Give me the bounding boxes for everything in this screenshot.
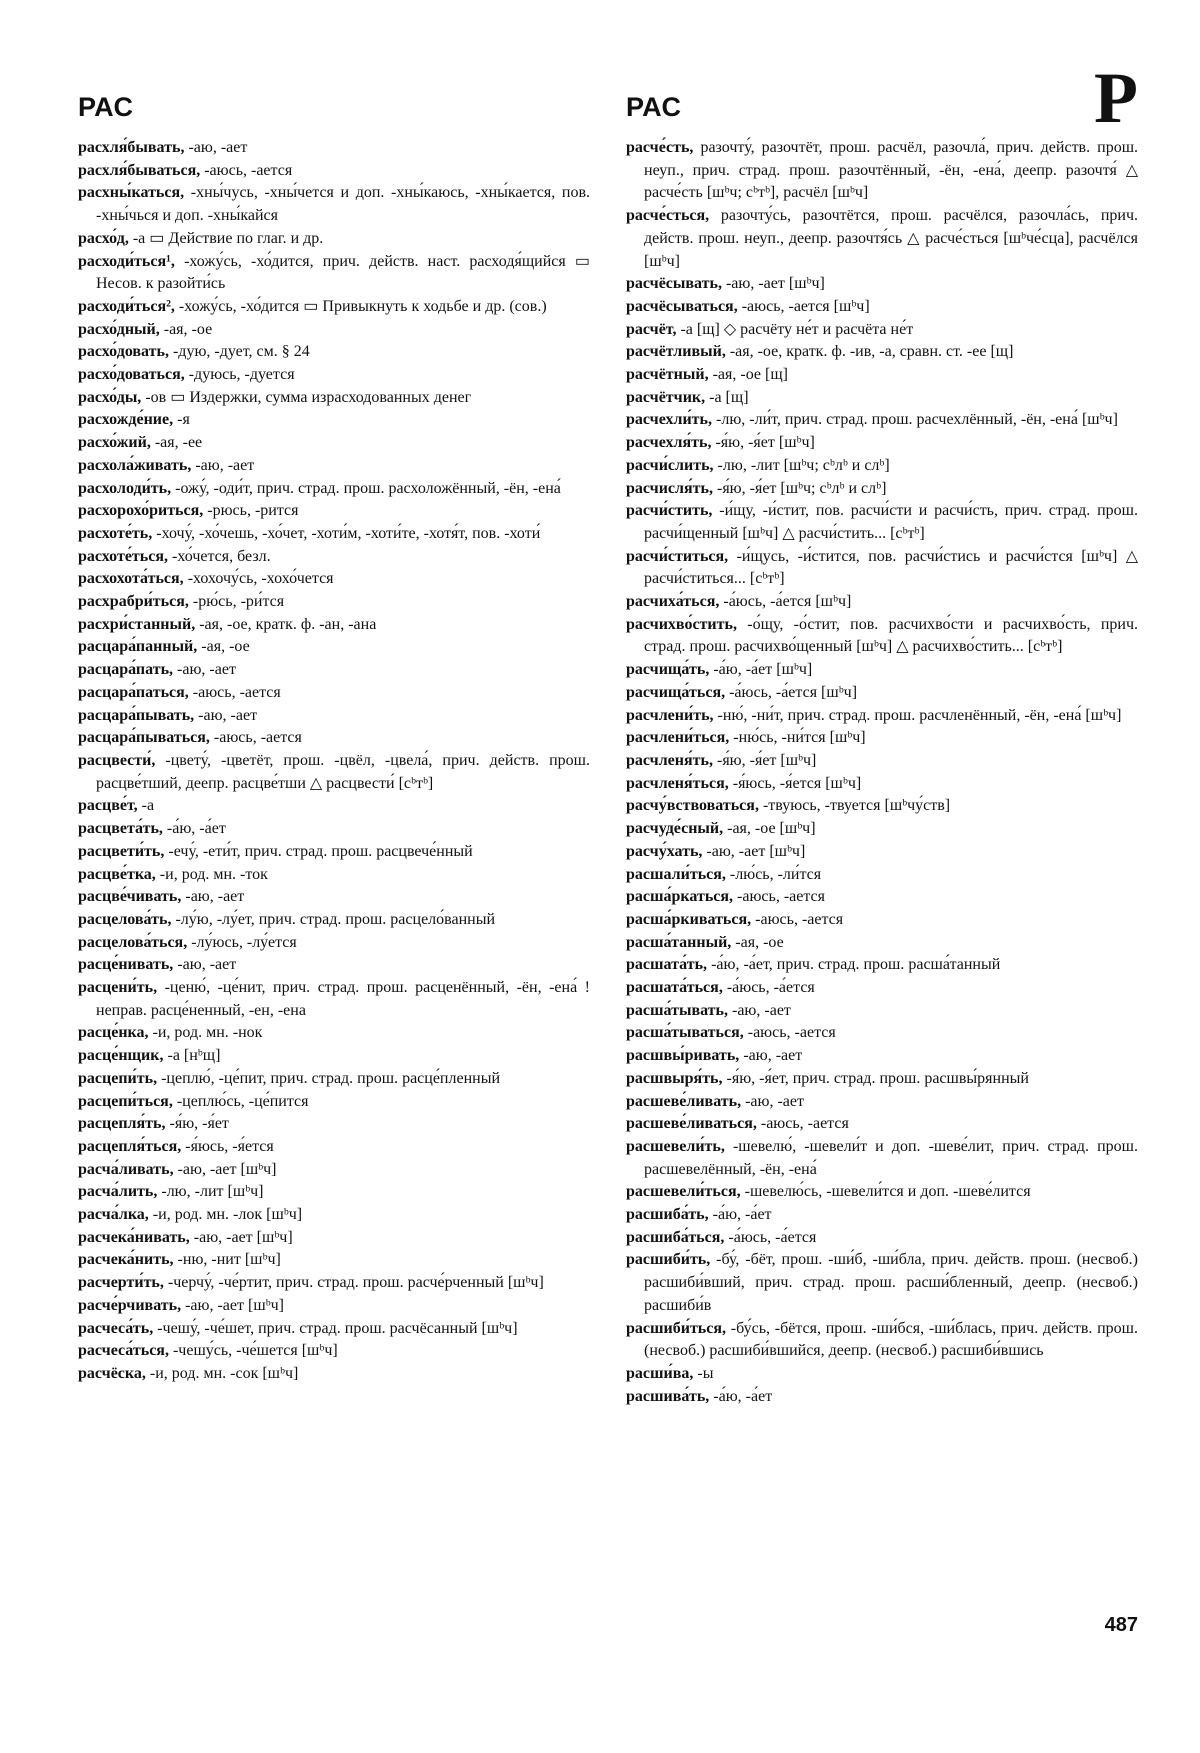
dictionary-entry xyxy=(626,773,1138,796)
entry-headword: расча́лка, xyxy=(78,1206,149,1224)
entry-forms: -чешу́, -че́шет, прич. страд. прош. расчёсанный [шᵇч] xyxy=(157,1319,518,1337)
dictionary-entry xyxy=(78,750,590,795)
entry-forms: -и, род. мн. -сок [шᵇч] xyxy=(149,1364,299,1382)
entry-headword: расшата́ть, xyxy=(626,956,708,974)
entry-headword: расце́нщик, xyxy=(78,1047,164,1065)
dictionary-entry xyxy=(78,182,590,227)
entry-headword: расцени́ть, xyxy=(78,979,158,997)
entry-forms: -цеплю́, -це́пит, прич. страд. прош. расце́пленный xyxy=(161,1069,501,1087)
entry-headword: расчётливый, xyxy=(626,343,726,361)
dictionary-entry xyxy=(626,1363,1138,1386)
entry-forms: -а́юсь, -а́ется [шᵇч] xyxy=(729,683,858,701)
dictionary-entry xyxy=(626,409,1138,432)
entry-headword: расшиба́ться, xyxy=(626,1228,725,1246)
dictionary-entry xyxy=(78,409,590,432)
entry-forms: -а́ю, -а́ет xyxy=(713,1387,773,1405)
entry-headword: расцелова́ть, xyxy=(78,910,172,928)
entry-forms: -аю, -ает xyxy=(732,1001,791,1019)
dictionary-entry xyxy=(78,478,590,501)
entry-forms: -аюсь, -ается [шᵇч] xyxy=(741,297,870,315)
entry-forms: -аю, -ает [шᵇч] xyxy=(185,1296,284,1314)
entry-headword: расходи́ться², xyxy=(78,297,175,315)
dictionary-entry xyxy=(78,682,590,705)
dictionary-entry xyxy=(626,1249,1138,1317)
entry-forms: -аю, -ает xyxy=(185,888,245,906)
dictionary-entry xyxy=(78,1204,590,1227)
entry-headword: расцвети́ть, xyxy=(78,842,165,860)
entry-forms: -хожу́сь, -хо́дится, прич. действ. наст. расходя́щийся ▭ Несов. к разойти́сь xyxy=(96,252,590,293)
entry-forms: -а [щ] ◇ расчёту не́т и расчёта не́т xyxy=(680,320,914,338)
entry-forms: -я xyxy=(177,411,190,429)
entry-headword: расчленя́ться, xyxy=(626,774,729,792)
entry-forms: -хо́чется, безл. xyxy=(172,547,271,565)
entry-forms: -аю, -ает [шᵇч] xyxy=(193,1228,293,1246)
entry-forms: -ая, -ое [щ] xyxy=(712,366,788,384)
dictionary-entry xyxy=(626,455,1138,478)
entry-headword: расцве́чивать, xyxy=(78,888,182,906)
dictionary-entry xyxy=(78,932,590,955)
dictionary-entry xyxy=(78,251,590,296)
dictionary-entry xyxy=(626,432,1138,455)
entry-headword: расце́нка, xyxy=(78,1024,149,1042)
dictionary-entry xyxy=(626,273,1138,296)
entry-forms: -хочу́, -хо́чешь, -хо́чет, -хоти́м, -хоти́те, -хотя́т, пов. -хоти́ xyxy=(156,524,541,542)
dictionary-entry xyxy=(78,500,590,523)
dictionary-entry xyxy=(78,387,590,410)
entry-forms: -ы xyxy=(697,1364,714,1382)
dictionary-entry xyxy=(78,228,590,251)
entry-forms: -ню, -нит [шᵇч] xyxy=(177,1251,281,1269)
entry-headword: расшеве́ливать, xyxy=(626,1092,742,1110)
dictionary-entry xyxy=(78,296,590,319)
entry-forms: -дую, -дует, см. § 24 xyxy=(172,343,310,361)
entry-forms: -черчу́, -че́ртит, прич. страд. прош. расче́рченный [шᵇч] xyxy=(167,1274,544,1292)
entry-headword: расчека́нивать, xyxy=(78,1228,190,1246)
entry-forms: -а́юсь, -а́ется xyxy=(726,979,815,997)
dictionary-entry xyxy=(626,614,1138,659)
entry-forms: -я́юсь, -я́ется [шᵇч] xyxy=(732,774,862,792)
entry-headword: расхо́ды, xyxy=(78,388,142,406)
entry-forms: -хны́чусь, -хны́чется и доп. -хны́каюсь, -хны́кается, пов. -хны́чься и доп. -хны́кайся xyxy=(96,184,591,225)
entry-forms: -я́юсь, -я́ется xyxy=(185,1137,274,1155)
entry-headword: расцелова́ться, xyxy=(78,933,188,951)
dictionary-entry xyxy=(78,1159,590,1182)
dictionary-entry xyxy=(626,364,1138,387)
dictionary-entry xyxy=(626,1181,1138,1204)
dictionary-entry xyxy=(626,205,1138,273)
running-head-right: РАС xyxy=(626,92,682,122)
entry-headword: расходи́ться¹, xyxy=(78,252,175,270)
entry-headword: расчи́ститься, xyxy=(626,547,729,565)
dictionary-entry xyxy=(78,568,590,591)
entry-headword: расчётчик, xyxy=(626,388,706,406)
dictionary-entry xyxy=(626,841,1138,864)
dictionary-entry xyxy=(78,1227,590,1250)
dictionary-entry xyxy=(626,1227,1138,1250)
entry-forms: -цвету́, -цветёт, прош. -цвёл, -цвела́, прич. действ. прош. расцве́тший, деепр. расцве́тши △ расцвести́ [сᵇтᵇ] xyxy=(96,751,590,792)
dictionary-entry xyxy=(78,1249,590,1272)
entry-headword: расшата́ться, xyxy=(626,979,723,997)
dictionary-entry xyxy=(78,614,590,637)
entry-forms: -а [щ] xyxy=(709,388,749,406)
entry-forms: -рю́сь, -ри́тся xyxy=(192,593,285,611)
entry-headword: расхо́дный, xyxy=(78,320,160,338)
entry-headword: расцвета́ть, xyxy=(78,820,163,838)
entry-headword: расцепи́ть, xyxy=(78,1069,158,1087)
entry-headword: расхри́станный, xyxy=(78,615,196,633)
dictionary-entry xyxy=(626,909,1138,932)
entry-headword: расцепля́ть, xyxy=(78,1115,166,1133)
dictionary-entry xyxy=(78,886,590,909)
entry-headword: расшвы́ривать, xyxy=(626,1047,740,1065)
entry-forms: -ая, -ое xyxy=(735,933,784,951)
dictionary-entry xyxy=(78,1091,590,1114)
dictionary-entry xyxy=(78,841,590,864)
entry-forms: -а [нᵇщ] xyxy=(167,1047,221,1065)
entry-headword: расшиби́ть, xyxy=(626,1251,711,1269)
entry-headword: расчисля́ть, xyxy=(626,479,713,497)
entry-headword: расцара́пывать, xyxy=(78,706,195,724)
entry-headword: расчуде́сный, xyxy=(626,820,724,838)
dictionary-entry xyxy=(78,1181,590,1204)
entry-forms: -аюсь, -ается xyxy=(737,888,826,906)
dictionary-entry xyxy=(78,977,590,1022)
entry-headword: расшевели́ться, xyxy=(626,1183,741,1201)
entry-forms: -аю, -ает [шᵇч] xyxy=(706,842,806,860)
dictionary-entry xyxy=(626,682,1138,705)
entry-forms: -я́ю, -я́ет, прич. страд. прош. расшвы́рянный xyxy=(726,1069,1029,1087)
entry-headword: расче́сть, xyxy=(626,139,694,156)
entry-headword: расчлени́ть, xyxy=(626,706,714,724)
entry-forms: -шевелю́сь, -шевели́тся и доп. -шеве́лится xyxy=(744,1183,1031,1201)
dictionary-entry xyxy=(78,1318,590,1341)
left-column xyxy=(78,137,590,1386)
dictionary-entry xyxy=(626,546,1138,591)
entry-headword: расхоте́ться, xyxy=(78,547,169,565)
entry-forms: -а́ю, -а́ет xyxy=(712,1206,772,1224)
entry-forms: -аю, -ает xyxy=(745,1092,804,1110)
dictionary-entry xyxy=(626,319,1138,342)
dictionary-entry xyxy=(626,750,1138,773)
dictionary-entry xyxy=(626,296,1138,319)
entry-headword: расцве́тка, xyxy=(78,865,156,883)
entry-forms: -ая, -ое xyxy=(201,638,250,656)
entry-forms: -лю, -лит [шᵇч] xyxy=(161,1183,264,1201)
entry-forms: -я́ю, -я́ет [шᵇч] xyxy=(715,434,815,452)
entry-forms: -а́ю, -а́ет, прич. страд. прош. расша́танный xyxy=(711,956,1001,974)
dictionary-entry xyxy=(626,659,1138,682)
entry-headword: расши́ва, xyxy=(626,1364,694,1382)
entry-headword: расцара́пать, xyxy=(78,661,174,679)
entry-forms: -а ▭ Действие по глаг. и др. xyxy=(132,229,324,247)
entry-headword: расцара́паться, xyxy=(78,683,189,701)
entry-forms: -ечу́, -ети́т, прич. страд. прош. расцвече́нный xyxy=(168,842,473,860)
entry-forms: -ню́сь, -ни́тся [шᵇч] xyxy=(733,729,866,747)
entry-headword: расчи́стить, xyxy=(626,502,713,520)
dictionary-entry xyxy=(626,591,1138,614)
entry-forms: -хожу́сь, -хо́дится ▭ Привыкнуть к ходьбе и др. (сов.) xyxy=(178,297,547,315)
entry-headword: расша́ркиваться, xyxy=(626,910,752,928)
entry-headword: расче́сться, xyxy=(626,207,710,225)
entry-headword: расча́лить, xyxy=(78,1183,158,1201)
dictionary-entry xyxy=(78,160,590,183)
entry-headword: расшива́ть, xyxy=(626,1387,710,1405)
dictionary-entry xyxy=(78,954,590,977)
entry-forms: -аю, -ает [шᵇч] xyxy=(725,275,825,293)
entry-forms: разочту́, разочтёт, прош. расчёл, разочла́, прич. действ. прош. неуп., прич. страд. прош. разочтённый, -ён, -ена́, деепр. разочтя́ △ расче́сть [шᵇч; сᵇтᵇ], расчёл [шᵇч] xyxy=(644,139,1139,202)
entry-headword: расхо́жий, xyxy=(78,434,151,452)
dictionary-entry xyxy=(626,1136,1138,1181)
entry-forms: -чешу́сь, -че́шется [шᵇч] xyxy=(172,1342,338,1360)
entry-forms: -цеплю́сь, -це́пится xyxy=(176,1092,309,1110)
entry-forms: -ов ▭ Издержки, сумма израсходованных денег xyxy=(145,388,472,406)
entry-headword: расхо́д, xyxy=(78,229,129,247)
dictionary-entry xyxy=(78,727,590,750)
section-letter: Р xyxy=(1094,58,1138,138)
entry-forms: -аюсь, -ается xyxy=(192,683,281,701)
entry-headword: расхоте́ть, xyxy=(78,524,153,542)
entry-headword: расхорохо́риться, xyxy=(78,502,204,520)
dictionary-entry xyxy=(626,1045,1138,1068)
entry-forms: -и, род. мн. -лок [шᵇч] xyxy=(152,1206,303,1224)
entry-forms: -хохочу́сь, -хохо́чется xyxy=(187,570,334,588)
entry-forms: -ню́, -ни́т, прич. страд. прош. расчленённый, -ён, -ена́ [шᵇч] xyxy=(717,706,1122,724)
entry-forms: -я́ю, -я́ет [шᵇч; сᵇлᵇ и слᵇ] xyxy=(716,479,887,497)
entry-forms: -аю, -ает xyxy=(188,139,248,156)
entry-forms: -аю, -ает xyxy=(198,706,258,724)
entry-forms: -а́ю, -а́ет [шᵇч] xyxy=(713,661,813,679)
dictionary-entry xyxy=(626,500,1138,545)
entry-headword: расцепи́ться, xyxy=(78,1092,173,1110)
entry-forms: -рюсь, -рится xyxy=(207,502,299,520)
dictionary-entry xyxy=(626,705,1138,728)
dictionary-entry xyxy=(626,795,1138,818)
entry-forms: -ая, -ое [шᵇч] xyxy=(727,820,816,838)
entry-headword: расшвыря́ть, xyxy=(626,1069,723,1087)
entry-headword: расчехля́ть, xyxy=(626,434,712,452)
entry-headword: расчиха́ться, xyxy=(626,593,720,611)
entry-forms: -аю, -ает xyxy=(195,456,255,474)
entry-forms: -аю, -ает xyxy=(177,956,237,974)
entry-forms: -а xyxy=(141,797,155,815)
entry-forms: -лю́сь, -ли́тся xyxy=(729,865,822,883)
entry-headword: расцвести́, xyxy=(78,751,156,769)
entry-forms: -аю, -ает [шᵇч] xyxy=(177,1160,277,1178)
entry-forms: -и́щусь, -и́стится, пов. расчи́стись и расчи́стся [шᵇч] △ расчи́ститься... [сᵇтᵇ] xyxy=(644,547,1138,588)
entry-forms: -и́щу, -и́стит, пов. расчи́сти и расчи́сть, прич. страд. прош. расчи́щенный [шᵇч] △ расчи́стить... [сᵇтᵇ] xyxy=(644,502,1139,542)
entry-headword: расче́рчивать, xyxy=(78,1296,182,1314)
entry-headword: расчленя́ть, xyxy=(626,751,713,769)
entry-forms: -аюсь, -ается xyxy=(747,1024,836,1042)
dictionary-entry xyxy=(626,1068,1138,1091)
entry-headword: расчётный, xyxy=(626,366,709,384)
entry-forms: -а́юсь, -а́ется xyxy=(728,1228,817,1246)
entry-headword: расша́тывать, xyxy=(626,1001,728,1019)
dictionary-entry xyxy=(626,818,1138,841)
entry-forms: -твуюсь, -твуется [шᵇчу́ств] xyxy=(762,797,951,815)
dictionary-entry xyxy=(78,455,590,478)
dictionary-entry xyxy=(626,864,1138,887)
dictionary-entry xyxy=(626,954,1138,977)
entry-headword: расчеса́ться, xyxy=(78,1342,169,1360)
dictionary-entry xyxy=(78,1340,590,1363)
entry-headword: расчерти́ть, xyxy=(78,1274,164,1292)
entry-forms: -аюсь, -ается xyxy=(204,161,293,179)
entry-forms: -лу́ю, -лу́ет, прич. страд. прош. расцело́ванный xyxy=(175,910,496,928)
entry-headword: расча́ливать, xyxy=(78,1160,174,1178)
dictionary-entry xyxy=(78,1272,590,1295)
entry-headword: расхны́каться, xyxy=(78,184,185,202)
entry-forms: -и, род. мн. -ток xyxy=(159,865,268,883)
entry-forms: -дуюсь, -дуется xyxy=(188,366,295,384)
entry-forms: -шевелю́, -шевели́т и доп. -шеве́лит, прич. страд. прош. расшевелённый, -ён, -ена́ xyxy=(644,1137,1139,1178)
entry-headword: расцве́т, xyxy=(78,797,138,815)
entry-headword: расшали́ться, xyxy=(626,865,726,883)
dictionary-entry xyxy=(78,137,590,160)
dictionary-entry xyxy=(78,364,590,387)
dictionary-entry xyxy=(626,1204,1138,1227)
entry-forms: -аю, -ает xyxy=(743,1047,803,1065)
dictionary-entry xyxy=(78,1022,590,1045)
entry-headword: расхохота́ться, xyxy=(78,570,184,588)
dictionary-entry xyxy=(78,1068,590,1091)
entry-headword: расхля́бываться, xyxy=(78,161,201,179)
entry-headword: расцепля́ться, xyxy=(78,1137,182,1155)
dictionary-entry xyxy=(78,1295,590,1318)
dictionary-entry xyxy=(78,818,590,841)
entry-forms: -лю, -ли́т, прич. страд. прош. расчехлённый, -ён, -ена́ [шᵇч] xyxy=(716,411,1118,429)
entry-forms: -ая, -ое, кратк. ф. -ан, -ана xyxy=(199,615,377,633)
entry-headword: расчёсывать, xyxy=(626,275,722,293)
entry-headword: расхо́доваться, xyxy=(78,366,185,384)
entry-forms: -а́юсь, -а́ется [шᵇч] xyxy=(723,593,852,611)
dictionary-entry xyxy=(78,909,590,932)
dictionary-entry xyxy=(626,341,1138,364)
dictionary-entry xyxy=(78,319,590,342)
dictionary-entry xyxy=(78,659,590,682)
dictionary-entry xyxy=(78,341,590,364)
entry-headword: расшеве́ливаться, xyxy=(626,1115,757,1133)
entry-headword: расчеса́ть, xyxy=(78,1319,154,1337)
dictionary-entry xyxy=(626,1022,1138,1045)
entry-headword: расцара́панный, xyxy=(78,638,198,656)
entry-headword: расчи́слить, xyxy=(626,456,714,474)
entry-headword: расша́тываться, xyxy=(626,1024,744,1042)
entry-forms: -и, род. мн. -нок xyxy=(152,1024,263,1042)
entry-headword: расшиби́ться, xyxy=(626,1319,727,1337)
dictionary-entry xyxy=(78,1136,590,1159)
entry-headword: расчища́ться, xyxy=(626,683,726,701)
entry-forms: -ая, -ее xyxy=(154,434,203,452)
dictionary-entry xyxy=(626,1386,1138,1409)
entry-headword: расхолоди́ть, xyxy=(78,479,172,497)
entry-headword: расчёсываться, xyxy=(626,297,738,315)
entry-forms: -аюсь, -ается xyxy=(755,910,844,928)
dictionary-entry xyxy=(78,864,590,887)
entry-headword: расчёт, xyxy=(626,320,677,338)
entry-headword: расхо́довать, xyxy=(78,343,169,361)
entry-headword: расхола́живать, xyxy=(78,456,192,474)
entry-forms: -лю, -лит [шᵇч; сᵇлᵇ и слᵇ] xyxy=(717,456,890,474)
dictionary-entry xyxy=(78,591,590,614)
entry-forms: -ая, -ое xyxy=(163,320,213,338)
entry-headword: расша́ркаться, xyxy=(626,888,734,906)
dictionary-entry xyxy=(78,1113,590,1136)
entry-headword: расшиба́ть, xyxy=(626,1206,709,1224)
entry-headword: расчёска, xyxy=(78,1364,146,1382)
entry-headword: расчека́нить, xyxy=(78,1251,174,1269)
entry-forms: -я́ю, -я́ет xyxy=(169,1115,229,1133)
entry-forms: -аюсь, -ается xyxy=(760,1115,849,1133)
dictionary-entry xyxy=(626,1318,1138,1363)
dictionary-entry xyxy=(626,478,1138,501)
dictionary-entry xyxy=(626,1091,1138,1114)
entry-forms: -бу́, -бёт, прош. -ши́б, -ши́бла, прич. действ. прош. (несвоб.) расшиби́вший, прич. страд. прош. расши́бленный, деепр. (несвоб.) расшиби́в xyxy=(644,1251,1139,1314)
entry-forms: -лу́юсь, -лу́ется xyxy=(191,933,297,951)
dictionary-entry xyxy=(626,977,1138,1000)
entry-headword: расхля́бывать, xyxy=(78,139,185,156)
dictionary-entry xyxy=(78,432,590,455)
entry-headword: расхрабри́ться, xyxy=(78,593,189,611)
dictionary-entry xyxy=(626,932,1138,955)
entry-forms: -ожу́, -оди́т, прич. страд. прош. расхоложённый, -ён, -ена́ xyxy=(175,479,561,497)
entry-forms: -аю, -ает xyxy=(177,661,236,679)
dictionary-entry xyxy=(78,1045,590,1068)
entry-headword: расце́нивать, xyxy=(78,956,174,974)
right-column xyxy=(626,137,1138,1408)
entry-headword: расчу́хать, xyxy=(626,842,703,860)
entry-headword: расчища́ть, xyxy=(626,661,710,679)
page-number: 487 xyxy=(1104,1614,1138,1636)
dictionary-entry xyxy=(78,705,590,728)
running-head-left: РАС xyxy=(78,92,134,122)
entry-headword: расчихво́стить, xyxy=(626,615,737,633)
dictionary-entry xyxy=(626,1000,1138,1023)
entry-forms: -аюсь, -ается xyxy=(213,729,302,747)
dictionary-entry xyxy=(78,1363,590,1386)
dictionary-entry xyxy=(626,137,1138,205)
entry-forms: -а́ю, -а́ет xyxy=(166,820,226,838)
dictionary-entry xyxy=(78,795,590,818)
entry-headword: расхожде́ние, xyxy=(78,411,174,429)
dictionary-entry xyxy=(626,886,1138,909)
dictionary-entry xyxy=(626,727,1138,750)
dictionary-entry xyxy=(78,523,590,546)
dictionary-entry xyxy=(626,1113,1138,1136)
dictionary-entry xyxy=(78,546,590,569)
entry-headword: расшевели́ть, xyxy=(626,1137,725,1155)
entry-headword: расчехли́ть, xyxy=(626,411,712,429)
dictionary-entry xyxy=(78,636,590,659)
entry-forms: -о́щу, -о́стит, пов. расчихво́сти и расчихво́сть, прич. страд. прош. расчихво́щенный [шᵇч] △ расчихво́стить... [сᵇтᵇ] xyxy=(644,615,1138,656)
entry-headword: расша́танный, xyxy=(626,933,732,951)
entry-forms: -бу́сь, -бётся, прош. -ши́бся, -ши́блась, прич. действ. прош. (несвоб.) расшиби́вшийся, деепр. (несвоб.) расшиби́вшись xyxy=(644,1319,1138,1360)
dictionary-entry xyxy=(626,387,1138,410)
entry-forms: -я́ю, -я́ет [шᵇч] xyxy=(716,751,817,769)
entry-headword: расчу́вствоваться, xyxy=(626,797,759,815)
entry-forms: разочту́сь, разочтётся, прош. расчёлся, разочла́сь, прич. действ. прош. неуп., деепр. разочтя́сь △ расче́сться [шᵇче́сца], расчёлся [шᵇч] xyxy=(644,207,1138,270)
entry-headword: расчлени́ться, xyxy=(626,729,730,747)
entry-forms: -ая, -ое, кратк. ф. -ив, -а, сравн. ст. -ее [щ] xyxy=(729,343,1014,361)
entry-forms: -ценю́, -це́нит, прич. страд. прош. расценённый, -ён, -ена́ ! неправ. расце́ненный, -ен, -ена xyxy=(96,979,591,1019)
entry-headword: расцара́пываться, xyxy=(78,729,210,747)
